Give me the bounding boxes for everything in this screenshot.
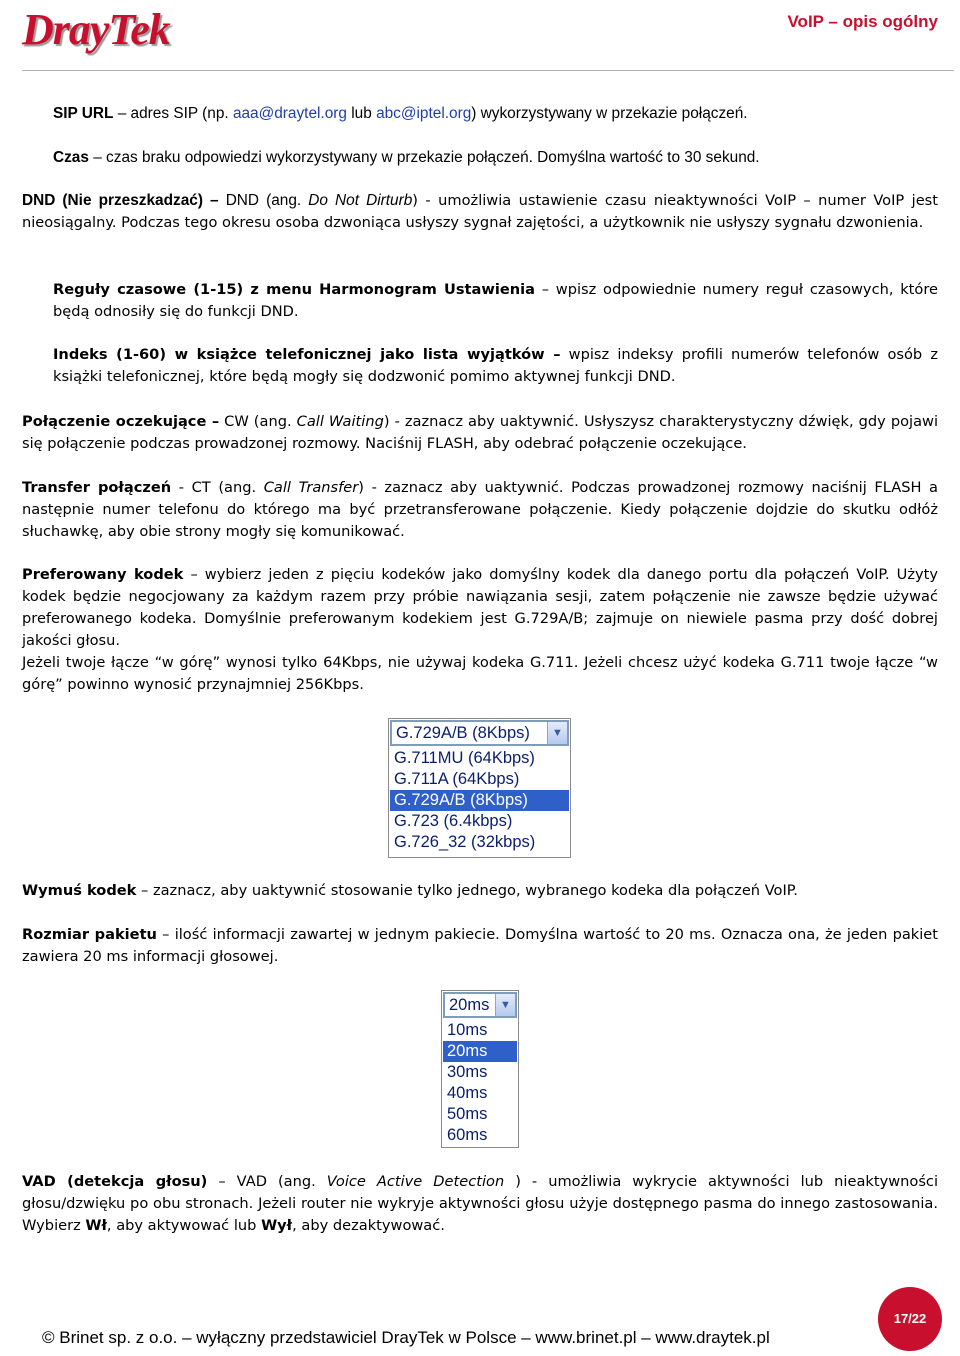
sip-url-text: – adres SIP (np. [113, 105, 233, 122]
packet-size-option[interactable]: 50ms [447, 1105, 488, 1123]
indeks-label: Indeks (1-60) w książce telefonicznej jako lista wyjątków – [53, 346, 561, 363]
cw-post: ) - zaznacz aby uaktywnić. Usłyszysz charakterystyczny dźwięk, gdy pojawi się połączenie podczas prowadzonej rozmowy. Naciśnij FLASH, aby odebrać połączenie oczekujące. [22, 413, 939, 452]
dnd-rest: Podczas tego okresu osoba dzwoniąca usłyszy sygnał zajętości, a użytkownik nie usłyszy sygnału dzwonienia. [116, 214, 924, 231]
page-header-title: VoIP – opis ogólny [787, 12, 938, 31]
codec-select-current[interactable] [390, 720, 569, 746]
packet-size-option[interactable]: 10ms [447, 1021, 488, 1039]
cw-label: Połączenie oczekujące – [22, 413, 220, 430]
cw-pre: CW (ang. [219, 413, 297, 430]
dnd-pre: DND (ang. [218, 192, 309, 209]
sip-url-link-2[interactable]: abc@iptel.org [376, 105, 472, 122]
sip-url-link-1[interactable]: aaa@draytel.org [232, 105, 347, 122]
header-divider [22, 70, 954, 71]
reguly-paragraph [53, 279, 938, 323]
sip-url-label: SIP URL [53, 105, 114, 122]
kodek-label: Preferowany kodek [22, 566, 184, 583]
ct-pre: - CT (ang. [171, 479, 264, 496]
vad-mid: , aby aktywować lub [106, 1217, 262, 1234]
vad-italic: Voice Active Detection [326, 1173, 505, 1190]
chevron-down-icon[interactable]: ▼ [547, 722, 567, 744]
ct-label: Transfer połączeń [22, 479, 172, 496]
dnd-post: ) - umożliwia ustawienie czasu nieaktywności VoIP – numer VoIP jest nieosiągalny. [22, 192, 939, 231]
packet-size-option-selected[interactable]: 20ms [443, 1041, 517, 1062]
chevron-down-icon[interactable]: ▼ [495, 994, 515, 1016]
draytek-logo: DrayTek [22, 5, 170, 54]
vad-pre: – VAD (ang. [207, 1173, 327, 1190]
packet-size-option[interactable]: 60ms [447, 1126, 488, 1144]
kodek-line2: Jeżeli twoje łącze “w górę” wynosi tylko 64Kbps, nie używaj kodeka G.711. Jeżeli chcesz użyć kodeka G.711 twoje łącze “w górę” powinno wynosić przynajmniej 256Kbps. [22, 654, 938, 693]
czas-label: Czas [53, 149, 89, 166]
vad-end: , aby dezaktywować. [292, 1217, 445, 1234]
codec-option[interactable]: G.726_32 (32kbps) [394, 833, 536, 851]
vad-on: Wł [85, 1217, 107, 1234]
vad-paragraph [22, 1171, 938, 1237]
wymus-paragraph [22, 880, 938, 902]
ct-italic: Call Transfer [263, 479, 359, 496]
sip-url-tail: ) wykorzystywany w przekazie połączeń. [471, 105, 748, 122]
kodek-paragraph [22, 564, 938, 696]
ct-paragraph [22, 477, 938, 543]
sip-url-or: lub [346, 105, 377, 122]
rozmiar-label: Rozmiar pakietu [22, 926, 157, 943]
codec-select-value: G.729A/B (8Kbps) [396, 724, 530, 742]
packet-size-value: 20ms [449, 996, 490, 1014]
indeks-paragraph [53, 344, 938, 388]
dnd-label: DND (Nie przeszkadzać) – [22, 192, 219, 209]
reguly-label: Reguły czasowe (1-15) z menu Harmonogram Ustawienia [53, 281, 535, 298]
wymus-text: – zaznacz, aby uaktywnić stosowanie tylko jednego, wybranego kodeka dla połączeń VoIP. [136, 882, 798, 899]
reguly-text: – wpisz odpowiednie numery reguł czasowych, które będą odnosiły się do funkcji DND. [53, 281, 938, 320]
czas-paragraph [53, 147, 938, 169]
packet-size-option[interactable]: 30ms [447, 1063, 488, 1081]
codec-option[interactable]: G.711A (64Kbps) [394, 770, 520, 788]
kodek-text: – wybierz jeden z pięciu kodeków jako domyślny kodek dla danego portu dla połączeń VoIP. Użyty kodek będzie negocjowany za każdym razem przy próbie nawiązania sesji, zatem połączenie nie zawsze będzie używać preferowanego kodeka. Domyślnie preferowanym kodekiem jest G.729A/B; zajmuje on niewiele pasma przy dość dobrej jakości głosu. [22, 566, 938, 649]
packet-size-option[interactable]: 40ms [447, 1084, 488, 1102]
codec-option-selected[interactable]: G.729A/B (8Kbps) [390, 790, 569, 811]
footer-copyright: © Brinet sp. z o.o. – wyłączny przedstawiciel DrayTek w Polsce – www.brinet.pl – www.draytek.pl [42, 1328, 770, 1347]
packet-size-options-list [443, 1020, 517, 1146]
page-number-badge: 17/22 [878, 1287, 942, 1351]
vad-label: VAD (detekcja głosu) [22, 1173, 208, 1190]
cw-paragraph [22, 411, 938, 455]
czas-text: – czas braku odpowiedzi wykorzystywany w przekazie połączeń. Domyślna wartość to 30 sekund. [88, 149, 760, 166]
rozmiar-paragraph [22, 924, 938, 968]
codec-options-list [390, 748, 569, 853]
rozmiar-text: – ilość informacji zawartej w jednym pakiecie. Domyślna wartość to 20 ms. Oznacza ona, że jeden pakiet zawiera 20 ms informacji głosowej. [22, 926, 939, 965]
dnd-italic: Do Not Dirturb [308, 192, 413, 209]
codec-select[interactable] [388, 718, 571, 858]
codec-option[interactable]: G.711MU (64Kbps) [394, 749, 535, 767]
vad-post: ) - umożliwia wykrycie aktywności lub nieaktywności głosu/dzwięku po obu stronach. Jeżeli router nie wykryje aktywności głosu użyje dostępnego pasma do innego zastosowania. Wybierz [22, 1173, 938, 1234]
wymus-label: Wymuś kodek [22, 882, 137, 899]
indeks-text: wpisz indeksy profili numerów telefonów osób z książki telefonicznej, które będą mogły się dodzwonić pomimo aktywnej funkcji DND. [53, 346, 939, 385]
cw-italic: Call Waiting [296, 413, 384, 430]
codec-option[interactable]: G.723 (6.4kbps) [394, 812, 513, 830]
ct-post: ) - zaznacz aby uaktywnić. Podczas prowadzonej rozmowy naciśnij FLASH a następnie numer telefonu do którego ma być przetransferowane połączenie. Kiedy połączenie dojdzie do skutku odłóż słuchawkę, aby obie strony mogły się komunikować. [22, 479, 938, 540]
vad-off: Wył [261, 1217, 293, 1234]
packet-size-current[interactable] [443, 992, 517, 1018]
packet-size-select[interactable] [441, 990, 519, 1148]
dnd-paragraph [22, 190, 938, 234]
sip-url-paragraph [53, 103, 938, 125]
